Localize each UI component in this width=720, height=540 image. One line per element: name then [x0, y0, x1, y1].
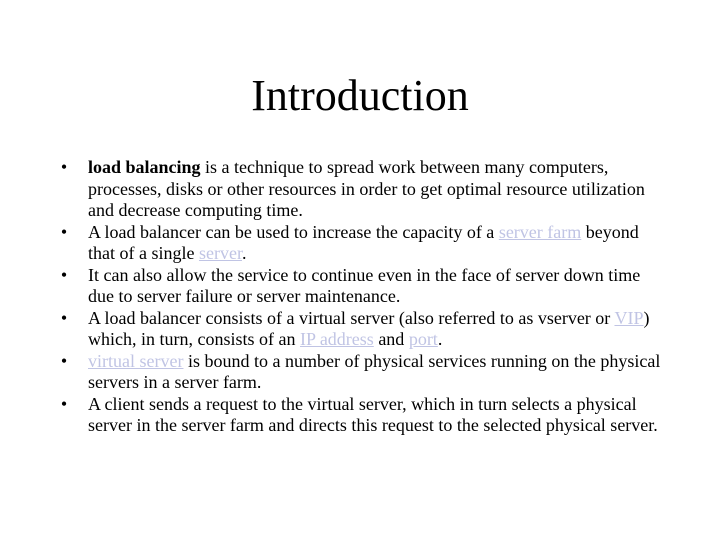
item-text: A client sends a request to the virtual server, which in turn selects a physical server in the server farm and directs this request to the selected physical server.: [88, 393, 658, 435]
item-text: beyond that of a single: [88, 221, 639, 263]
link-ip-address[interactable]: IP address: [299, 329, 374, 349]
link-server[interactable]: server: [198, 243, 242, 263]
link-port[interactable]: port: [408, 329, 438, 349]
bullet-icon: •: [60, 350, 68, 371]
item-text: is a technique to spread work between many computers, processes, disks or other resources in order to get optimal resource utilization and decrease computing time.: [88, 157, 645, 220]
bullet-icon: •: [60, 264, 68, 285]
bullet-icon: •: [60, 393, 68, 414]
link-vip[interactable]: VIP: [614, 307, 644, 328]
term: load balancing: [88, 157, 201, 177]
item-text: ) which, in turn, consists of an: [88, 307, 650, 349]
bullet-icon: •: [60, 221, 68, 242]
item-text: .: [437, 329, 443, 349]
list-item: [56, 351, 666, 394]
slide-title: Introduction: [251, 71, 469, 120]
item-text: A load balancer consists of a virtual server (also referred to as vserver or: [88, 307, 615, 328]
item-text: It can also allow the service to continue even in the face of server down time due to server failure or server maintenance.: [88, 264, 641, 306]
list-item: [56, 222, 666, 265]
list-item: [56, 157, 666, 222]
item-text: A load balancer can be used to increase the capacity of a: [88, 221, 499, 242]
item-text: .: [241, 243, 247, 263]
list-item: [56, 265, 666, 308]
link-virtual-server[interactable]: virtual server: [88, 350, 184, 371]
item-text: is bound to a number of physical services running on the physical servers in a server farm.: [88, 350, 661, 392]
link-server-farm[interactable]: server farm: [498, 221, 582, 242]
bullet-icon: •: [60, 157, 68, 177]
bullet-icon: •: [60, 307, 68, 328]
item-text: and: [373, 329, 409, 349]
list-item: [56, 308, 666, 351]
list-item: [56, 394, 666, 437]
bullet-list: [56, 157, 666, 437]
